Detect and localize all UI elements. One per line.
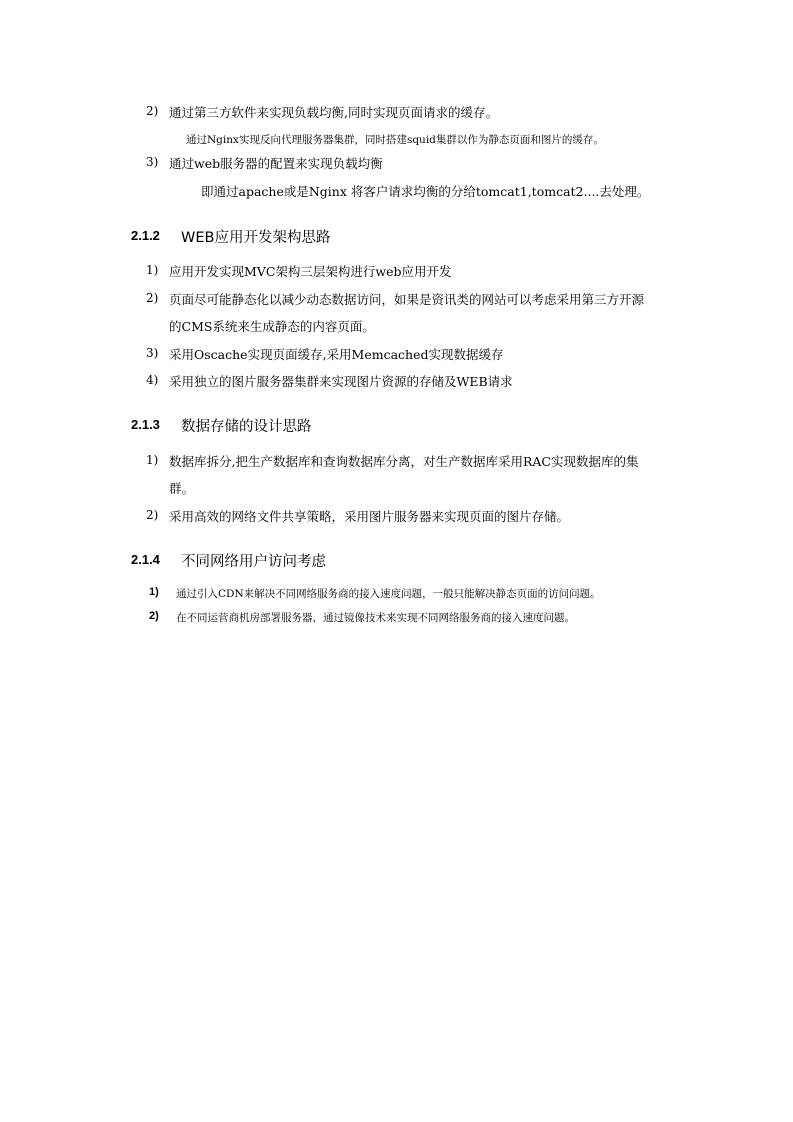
list-number: 1) [146,263,159,277]
list-item-text: 采用高效的网络文件共享策略，采用图片服务器来实现页面的图片存储。 [169,509,570,524]
list-item-continuation: 群。 [169,481,195,496]
list-number: 1) [149,586,159,598]
section-number: 2.1.4 [131,552,160,567]
list-item-text: 通过引入CDN来解决不同网络服务商的接入速度问题，一般只能解决静态页面的访问问题。 [176,588,601,600]
section-title: WEB应用开发架构思路 [181,230,331,246]
list-number: 4) [146,373,159,387]
list-number: 3) [146,155,159,169]
section-number: 2.1.2 [131,228,160,243]
list-item-text: 采用Oscache实现页面缓存,采用Memcached实现数据缓存 [169,347,504,362]
section-number: 2.1.3 [131,417,160,432]
list-number: 2) [149,610,159,622]
list-item-continuation: 的CMS系统来生成静态的内容页面。 [169,319,375,334]
list-item-text: 通过web服务器的配置来实现负载均衡 [169,156,383,171]
list-item-detail: 通过Nginx实现反向代理服务器集群，同时搭建squid集群以作为静态页面和图片的缓存。 [186,134,604,146]
list-item-text: 通过第三方软件来实现负载均衡,同时实现页面请求的缓存。 [169,105,498,120]
section-title: 数据存储的设计思路 [181,419,312,435]
list-item-text: 数据库拆分,把生产数据库和查询数据库分离，对生产数据库采用RAC实现数据库的集 [169,454,639,469]
list-item-detail: 即通过apache或是Nginx 将客户请求均衡的分给tomcat1,tomcat2....去处理。 [201,184,650,199]
list-number: 1) [146,453,159,467]
list-item-text: 页面尽可能静态化以减少动态数据访问，如果是资讯类的网站可以考虑采用第三方开源 [169,292,645,307]
list-item-text: 采用独立的图片服务器集群来实现图片资源的存储及WEB请求 [169,374,513,389]
list-item-text: 在不同运营商机房部署服务器，通过镜像技术来实现不同网络服务商的接入速度问题。 [176,612,575,624]
list-number: 2) [146,104,159,118]
list-number: 3) [146,346,159,360]
list-number: 2) [146,291,159,305]
section-title: 不同网络用户访问考虑 [181,554,326,570]
list-number: 2) [146,508,159,522]
list-item-text: 应用开发实现MVC架构三层架构进行web应用开发 [169,264,452,279]
